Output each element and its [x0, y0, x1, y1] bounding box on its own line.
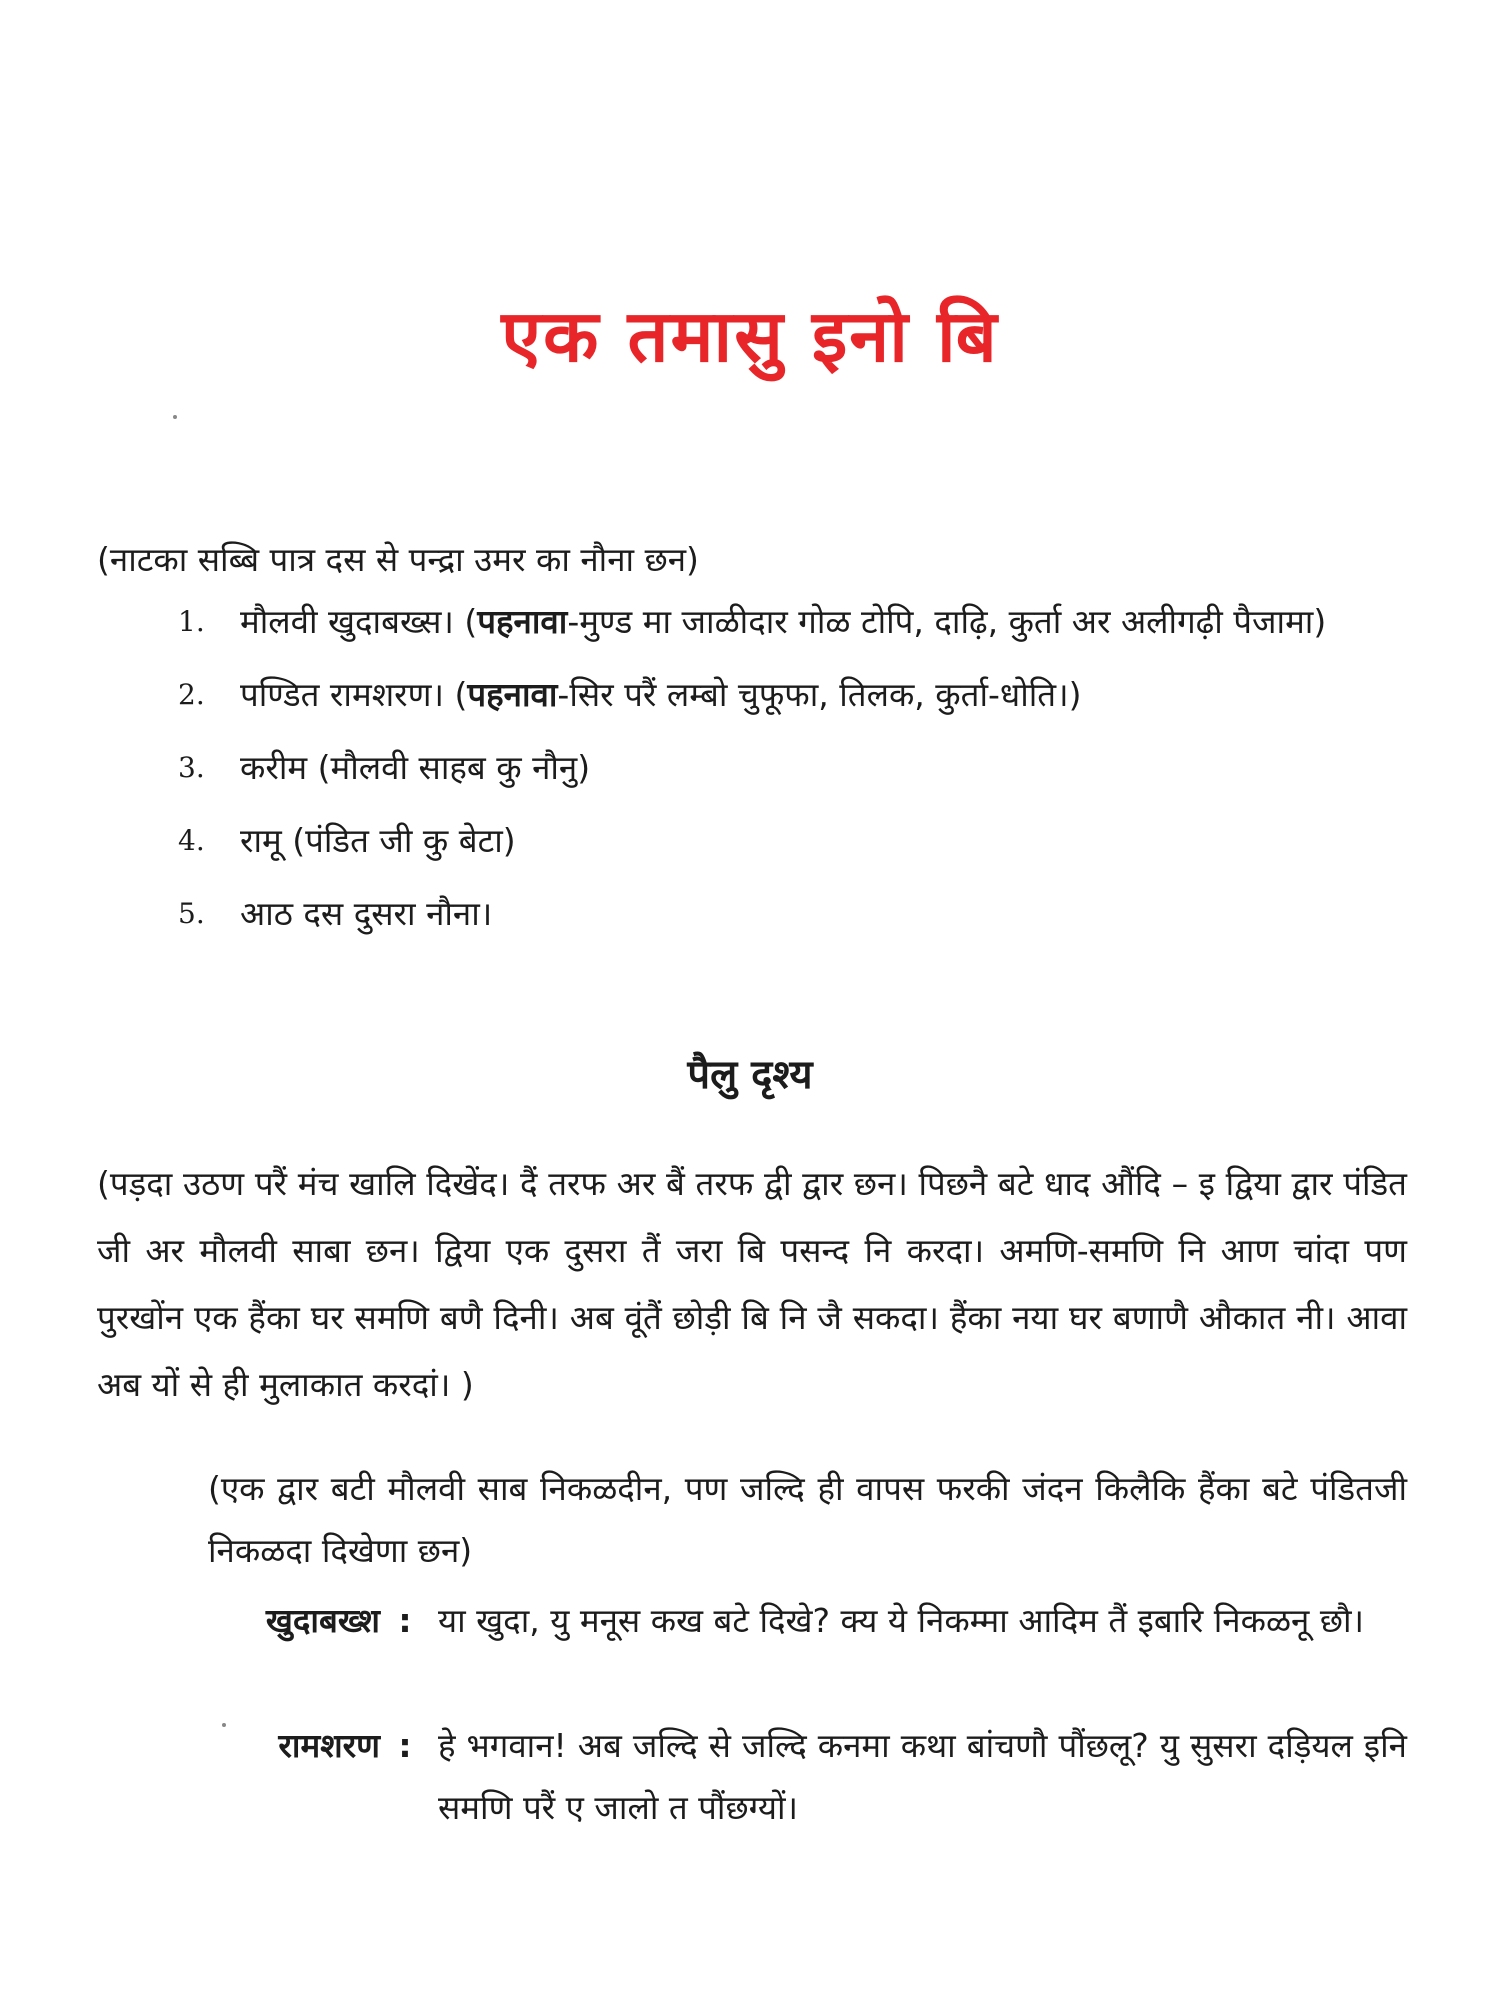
cast-number: 3.: [178, 751, 205, 784]
costume-description: -मुण्ड मा जाळीदार गोळ टोपि, दाढ़ि, कुर्ता अर अलीगढ़ी पैजामा): [567, 602, 1327, 641]
intro-note: (नाटका सब्बि पात्र दस से पन्द्रा उमर का नौना छन): [97, 540, 699, 579]
cast-name: करीम (मौलवी साहब कु नौनु): [240, 748, 591, 787]
cast-name: मौलवी खुदाबख्स। (: [240, 602, 478, 641]
cast-item: [178, 819, 1418, 892]
cast-item: [178, 892, 1418, 965]
cast-number: 1.: [178, 605, 205, 638]
cast-list: [178, 600, 1418, 965]
cast-name: आठ दस दुसरा नौना।: [240, 894, 493, 933]
dialogue-block: [240, 1590, 1407, 1652]
cast-item: [178, 673, 1418, 746]
costume-label: पहनावा: [467, 675, 558, 714]
scene-description: (पड़दा उठण परैं मंच खालि दिखेंद। दैं तरफ अर बैं तरफ द्वी द्वार छन। पिछनै बटे धाद औंदि – इ द्विया द्वार पंडित जी अर मौलवी साबा छन। द्विया एक दुसरा तैं जरा बि पसन्द नि करदा। अमणि-समणि नि आण चांदा पण पुरखोंन एक हैंका घर समणि बणै दिनी। अब वूंतैं छोड़ी बि नि जै सकदा। हैंका नया घर बणाणै औकात नी। आवा अब यों से ही मुलाकात करदां। ): [97, 1164, 1407, 1404]
cast-number: 4.: [178, 824, 205, 857]
cast-number: 2.: [178, 678, 205, 711]
cast-number: 5.: [178, 897, 205, 930]
stage-direction: (एक द्वार बटी मौलवी साब निकळदीन, पण जल्दि ही वापस फरकी जंदन किलैकि हैंका बटे पंडितजी निकळदा दिखेणा छन): [208, 1469, 1407, 1570]
dialogue-line: हे भगवान! अब जल्दि से जल्दि कनमा कथा बांचणौ पौंछलू? यु सुसरा दड़ियल इनि समणि परैं ए जालो त पौंछग्यों।: [438, 1726, 1407, 1827]
speaker-colon: :: [398, 1601, 412, 1640]
cast-name: पण्डित रामशरण। (: [240, 675, 468, 714]
speaker-name: खुदाबख्श: [265, 1601, 380, 1640]
page-title: एक तमासु इनो बि: [501, 294, 999, 378]
cast-name: रामू (पंडित जी कु बेटा): [240, 821, 516, 860]
dialogue-block: [240, 1715, 1407, 1839]
cast-item: [178, 746, 1418, 819]
speaker-name: रामशरण: [278, 1726, 380, 1765]
scene-heading: पैलु दृश्य: [687, 1052, 813, 1098]
cast-item: [178, 600, 1418, 673]
costume-description: -सिर परैं लम्बो चुफूफा, तिलक, कुर्ता-धोति।): [557, 675, 1082, 714]
dialogue-line: या खुदा, यु मनूस कख बटे दिखे? क्य ये निकम्मा आदिम तैं इबारि निकळनू छौ।: [438, 1601, 1365, 1640]
scan-speck: [173, 415, 177, 419]
scan-speck: [222, 1723, 226, 1727]
costume-label: पहनावा: [477, 602, 568, 641]
speaker-colon: :: [398, 1726, 412, 1765]
